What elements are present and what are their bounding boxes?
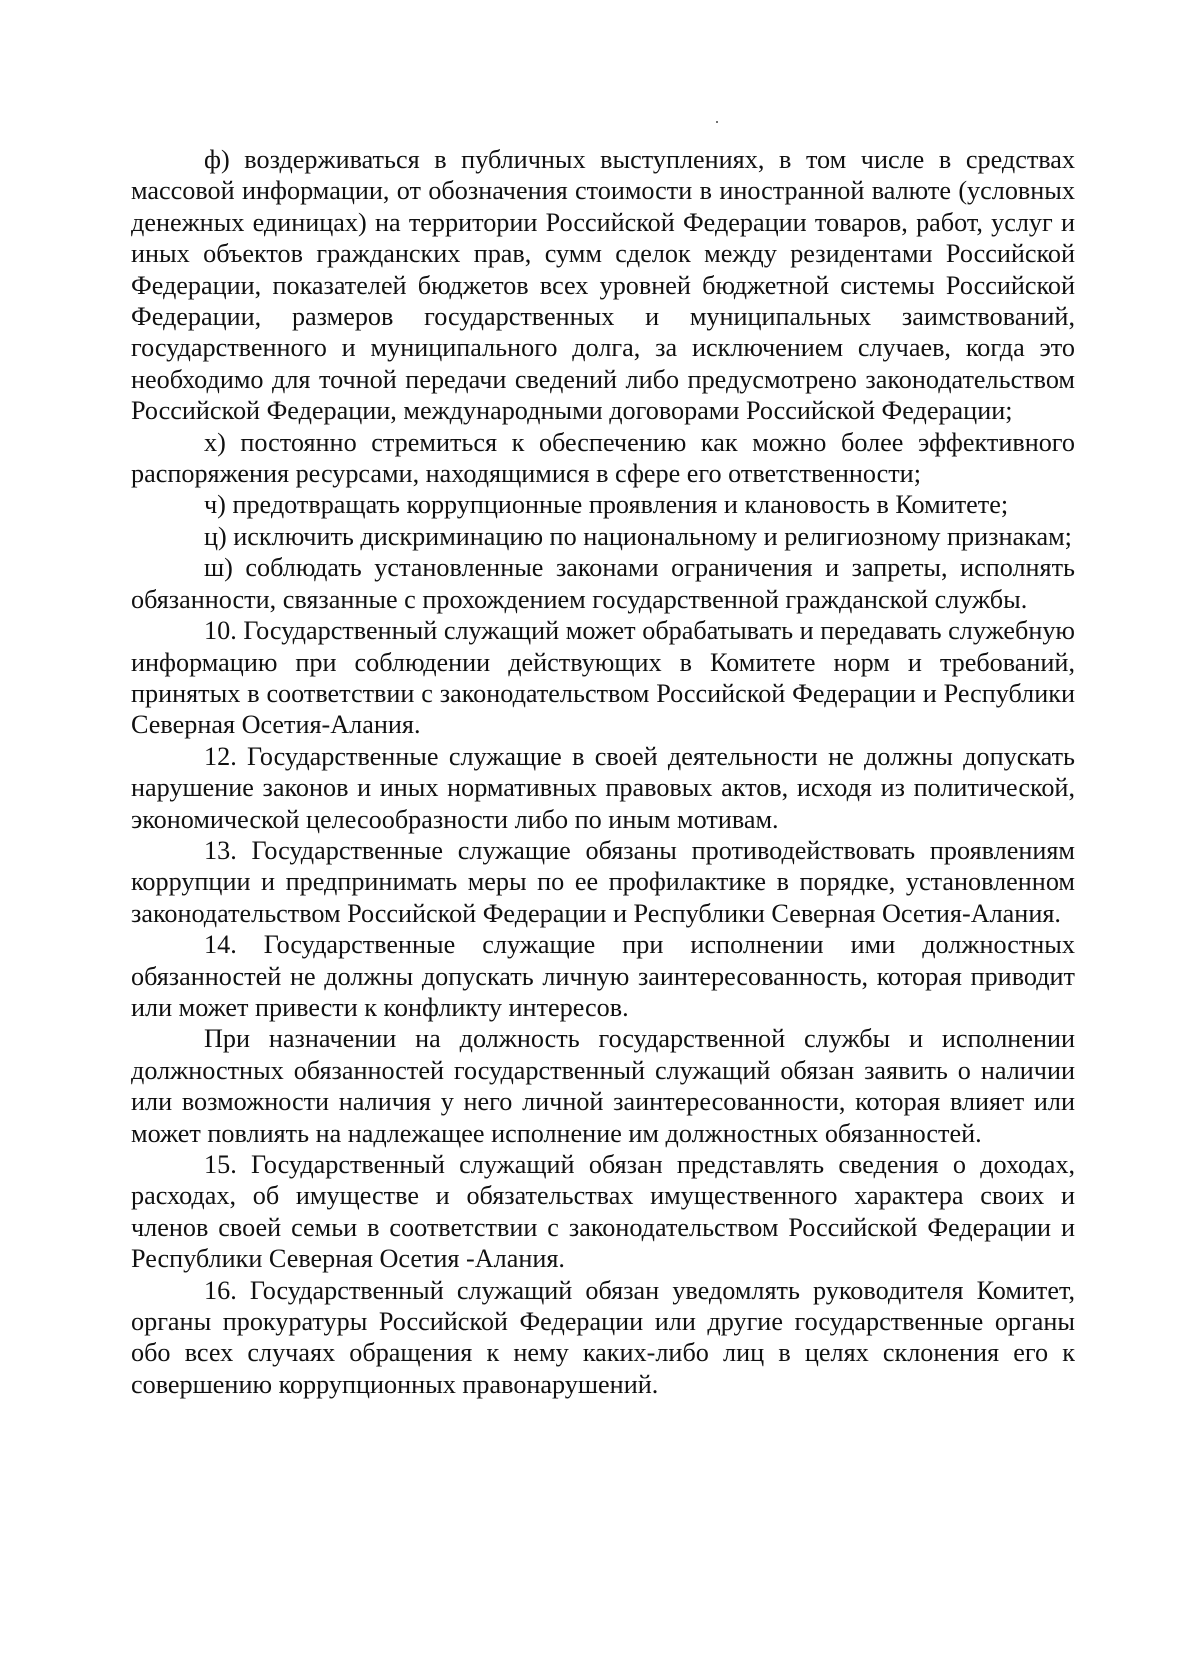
paragraph-ts: ц) исключить дискриминацию по национальному и религиозному признакам; bbox=[204, 521, 1072, 551]
paragraph-f: ф) воздерживаться в публичных выступлениях, в том числе в средствах массовой информации, от обозначения стоимости в иностранной валюте (условных денежных единицах) на территории Российской Федерации товаров, работ, услуг и иных объектов гражданских прав, сумм сделок между резидентами Российской Федерации, показателей бюджетов всех уровней бюджетной системы Российской Федерации, размеров государственных и муниципальных заимствований, государственного и муниципального долга, за исключением случаев, когда это необходимо для точной передачи сведений либо предусмотрено законодательством Российской Федерации, международными договорами Российской Федерации; bbox=[131, 145, 1075, 426]
paragraph-ch: ч) предотвращать коррупционные проявления и клановость в Комитете; bbox=[204, 490, 1009, 520]
paragraph-14-continued: При назначении на должность государственной службы и исполнении должностных обязанностей государственный служащий обязан заявить о наличии или возможности наличия у него личной заинтересованности, которая влияет или может повлиять на надлежащее исполнение им должностных обязанностей. bbox=[131, 1024, 1075, 1148]
document-body bbox=[131, 144, 1075, 1400]
scan-speck bbox=[716, 121, 718, 123]
paragraph-15: 15. Государственный служащий обязан представлять сведения о доходах, расходах, об имуществе и обязательствах имущественного характера своих и членов своей семьи в соответствии с законодательством Российской Федерации и Республики Северная Осетия -Алания. bbox=[131, 1150, 1075, 1274]
paragraph-14: 14. Государственные служащие при исполнении ими должностных обязанностей не должны допускать личную заинтересованность, которая приводит или может привести к конфликту интересов. bbox=[131, 930, 1075, 1022]
paragraph-sh: ш) соблюдать установленные законами ограничения и запреты, исполнять обязанности, связанные с прохождением государственной гражданской службы. bbox=[131, 553, 1075, 614]
paragraph-12: 12. Государственные служащие в своей деятельности не должны допускать нарушение законов и иных нормативных правовых актов, исходя из политической, экономической целесообразности либо по иным мотивам. bbox=[131, 741, 1075, 834]
paragraph-10: 10. Государственный служащий может обрабатывать и передавать служебную информацию при соблюдении действующих в Комитете норм и требований, принятых в соответствии с законодательством Российской Федерации и Республики Северная Осетия-Алания. bbox=[131, 616, 1075, 740]
paragraph-13: 13. Государственные служащие обязаны противодействовать проявлениям коррупции и предпринимать меры по ее профилактике в порядке, установленном законодательством Российской Федерации и Республики Северная Осетия-Алания. bbox=[131, 835, 1075, 928]
paragraph-16: 16. Государственный служащий обязан уведомлять руководителя Комитет, органы прокуратуры Российской Федерации или другие государственные органы обо всех случаях обращения к нему каких-либо лиц в целях склонения его к совершению коррупционных правонарушений. bbox=[131, 1275, 1075, 1399]
paragraph-kh: х) постоянно стремиться к обеспечению как можно более эффективного распоряжения ресурсами, находящимися в сфере его ответственности; bbox=[131, 427, 1075, 489]
